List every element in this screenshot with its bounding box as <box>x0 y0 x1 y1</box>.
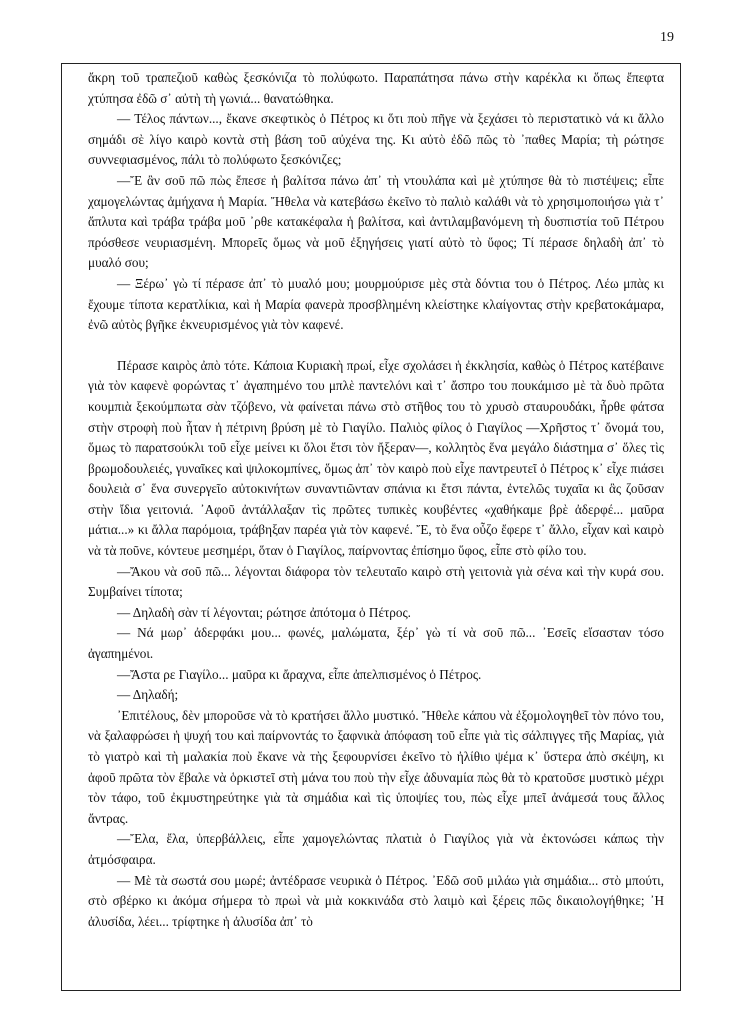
paragraph: — Δηλαδή; <box>117 687 179 703</box>
paragraph: — Δηλαδὴ σὰν τί λέγονται; ρώτησε ἀπότομα ὁ Πέτρος. <box>117 604 411 620</box>
paragraph: —Ἔ ἂν σοῦ πῶ πὼς ἔπεσε ἡ βαλίτσα πάνω ἀπ᾽ τὴ ντουλάπα καὶ μὲ χτύπησε θὰ τὸ πιστέψεις; εἶπε χαμογελώντας ἀμήχανα ἡ Μαρία. Ἤθελα νὰ κατεβάσω ἐκεῖνο τὸ παλιὸ καλάθι νὰ τὸ χρησιμοποιήσω γιὰ τ᾽ ἄπλυτα καὶ τράβα τράβα μοῦ ᾽ρθε κατακέφαλα ἡ βαλίτσα, καὶ ἀντιλαμβανόμενη τὴ δυσπιστία τοῦ Πέτρου πρόσθεσε νευριασμένη. Μπορεῖς ὅμως νὰ μοῦ ἐξηγήσεις γιατί αὐτὸ τὸ ὕφος; Τί πέρασε δηλαδὴ ἀπ᾽ τὸ μυαλό σου; <box>88 172 664 271</box>
text-frame <box>61 63 681 991</box>
paragraph: ᾽Επιτέλους, δὲν μποροῦσε νὰ τὸ κρατήσει ἄλλο μυστικό. Ἤθελε κάπου νὰ ἐξομολογηθεῖ τὸν πόνο του, νὰ ξαλαφρώσει ἡ ψυχή του καὶ παίρνοντάς το ξαφνικὰ ἀπόφαση τοῦ εἶπε γιὰ τὶς σάλπιγγες τῆς Μαρίας, γιὰ τὸ γιατρὸ καὶ τὴ μαλακία ποὺ ἔκανε νὰ τὴς ξεφουρνίσει ἐκεῖνο τὸ ἠλίθιο ψέμα κ᾽ ὕστερα ἀπὸ σκέψη, κι ἀφοῦ πρῶτα τὸν ἔβαλε νὰ ὁρκιστεῖ στὴ μάνα του ποὺ τὴν εἶχε ἀδυναμία πὼς θὰ τὸ κρατοῦσε μυστικὸ μέχρι τὸν τάφο, τοῦ ἐκμυστηρεύτηκε γιὰ τὰ σημάδια καὶ τὶς ὑποψίες του, πὼς εἶχε μπεῖ ἀνάμεσά τους ἄλλος ἄντρας. <box>88 707 664 826</box>
paragraph: —Ἄστα ρε Γιαγίλο... μαῦρα κι ἄραχνα, εἶπε ἀπελπισμένος ὁ Πέτρος. <box>117 666 482 682</box>
paragraph: Πέρασε καιρὸς ἀπὸ τότε. Κάποια Κυριακὴ πρωί, εἶχε σχολάσει ἡ ἐκκλησία, καθὼς ὁ Πέτρος κατέβαινε γιὰ τὸν καφενὲ φορώντας τ᾽ ἀγαπημένο του μπλὲ παντελόνι καὶ τ᾽ ἄσπρο του πουκάμισο μὲ τὰ δυὸ πρῶτα κουμπιὰ ξεκούμπωτα σὰν τζόβενο, νὰ φαίνεται πάνω στὸ στῆθος του τὸ χρυσὸ σταυρουδάκι, ἦρθε φάτσα στὴν στροφὴ ποὺ ἦταν ἡ πέτρινη βρύση μὲ τὸ Γιαγίλο. Παλιὸς φίλος ὁ Γιαγίλος —Χρῆστος τ᾽ ὄνομά του, ὅμως τὸ παρατσούκλι τοῦ εἶχε μείνει κι ὅλοι ἔτσι τὸν ἤξεραν—, κολλητὸς ἕνα μεγάλο διάστημα σ᾽ ὅλες τὶς βρωμοδουλειές, γυναῖκες καὶ ψιλοκομπίνες, ὅμως ἀπ᾽ τὸν καιρὸ ποὺ εἶχε παντρευτεῖ ὁ Πέτρος κ᾽ εἶχε πιάσει δουλειὰ σ᾽ ἕνα συνεργεῖο αὐτοκινήτων συναντιῶνταν σπάνια κι ἔτσι πάντα, ἐντελῶς τυχαῖα κι ἂς ζοῦσαν στὴν ἴδια γειτονιά. ᾽Αφοῦ ἀντάλλαξαν τὶς πρῶτες τυπικὲς κουβέντες «χαθήκαμε βρὲ ἀδερφέ... μαῦρα μάτια...» κι ἄλλα παρόμοια, τράβηξαν παρέα γιὰ τὸν καφενέ. Ἔ, τὸ ἕνα οὖζο ἔφερε τ᾽ ἄλλο, εἶχαν καὶ καιρὸ νὰ τὰ ποῦνε, κόντευε μεσημέρι, ὅταν ὁ Γιαγίλος, παίρνοντας ἐπίσημο ὕφος, εἶπε στὸ φίλο του. <box>88 357 664 559</box>
paragraph: — Νά μωρ᾽ ἀδερφάκι μου... φωνές, μαλώματα, ξέρ᾽ γὼ τί νὰ σοῦ πῶ... ᾽Εσεῖς εἴσασταν τόσο ἀγαπημένοι. <box>88 625 664 662</box>
paragraph: —Ἄκου νὰ σοῦ πῶ... λέγονται διάφορα τὸν τελευταῖο καιρὸ στὴ γειτονιὰ γιὰ σένα καὶ τὴν κυρά σου. Συμβαίνει τίποτα; <box>88 563 664 600</box>
page-number: 19 <box>660 30 674 45</box>
paragraph: ἄκρη τοῦ τραπεζιοῦ καθὼς ξεσκόνιζα τὸ πολύφωτο. Παραπάτησα πάνω στὴν καρέκλα κι ὅπως ἔπεφτα χτύπησα ἐδῶ σ᾽ αὐτὴ τὴ γωνιά... θανατώθηκα. <box>88 70 664 106</box>
paragraph: — Ξέρω᾽ γὼ τί πέρασε ἀπ᾽ τὸ μυαλό μου; μουρμούρισε μὲς στὰ δόντια του ὁ Πέτρος. Λέω μπὰς κι ἔχουμε τίποτα κερατλίκια, καὶ ἡ Μαρία φανερὰ προσβλημένη κλείστηκε κλαίγοντας στὴν κρεβατοκάμαρα, ἐνῶ αὐτὸς βγῆκε ἐκνευρισμένος γιὰ τὸν καφενέ. <box>88 275 664 333</box>
body-text <box>88 68 664 932</box>
paragraph: — Μὲ τὰ σωστά σου μωρέ; ἀντέδρασε νευρικὰ ὁ Πέτρος. ᾽Εδῶ σοῦ μιλάω γιὰ σημάδια... στὸ μπούτι, στὸ σβέρκο κι ἀκόμα σήμερα τὸ πρωὶ νὰ μιὰ κοκκινάδα στὸ λαιμὸ καὶ ξέρεις πῶς δικαιολογήθηκε; ᾽Η ἀλυσίδα, λέει... τρίφτηκε ἡ ἀλυσίδα ἀπ᾽ τὸ <box>88 872 664 929</box>
paragraph: —Ἔλα, ἔλα, ὑπερβάλλεις, εἶπε χαμογελώντας πλατιὰ ὁ Γιαγίλος γιὰ νὰ ἐκτονώσει κάπως τὴν ἀτμόσφαιρα. <box>88 831 664 867</box>
paragraph: — Τέλος πάντων..., ἔκανε σκεφτικὸς ὁ Πέτρος κι ὅτι ποὺ πῆγε νὰ ξεχάσει τὸ περιστατικὸ νά κι ἄλλο σημάδι σὲ λίγο καιρὸ κοντὰ στὴ βάση τοῦ αὐχένα της. Κι αὐτὸ ἐδῶ πῶς τὸ ᾽παθες Μαρία; τὴ ρώτησε συννεφιασμένος, πάλι τὸ πολύφωτο ξεσκόνιζες; <box>88 111 664 168</box>
